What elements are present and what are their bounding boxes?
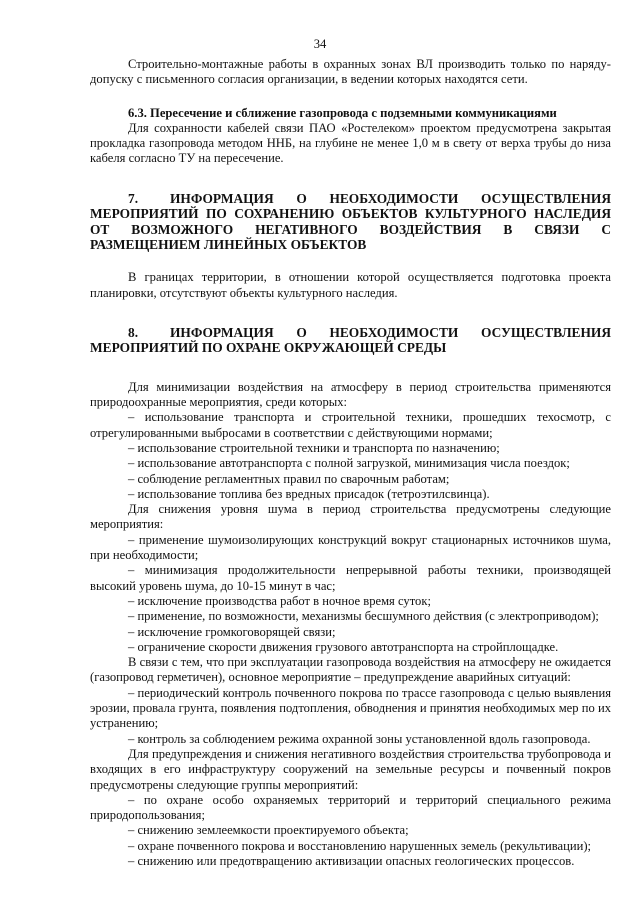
section-8-paragraph: Для снижения уровня шума в период строительства предусмотрены следующие мероприятия: [90,502,611,532]
section-8-paragraph: – минимизация продолжительности непрерывной работы техники, производящей высокий уровень шума, до 10-15 минут в час; [90,563,611,593]
section-8-paragraph: – контроль за соблюдением режима охранной зоны установленной вдоль газопровода. [128,731,591,746]
page-number: 34 [313,37,327,51]
section-7-title: ИНФОРМАЦИЯ О НЕОБХОДИМОСТИ ОСУЩЕСТВЛЕНИЯ МЕРОПРИЯТИЙ ПО СОХРАНЕНИЮ ОБЪЕКТОВ КУЛЬТУРНОГО НАСЛЕДИЯ ОТ ВОЗМОЖНОГО НЕГАТИВНОГО ВОЗДЕЙСТВИЯ В СВЯЗИ С РАЗМЕЩЕНИЕМ ЛИНЕЙНЫХ ОБЪЕКТОВ [90,190,611,252]
section-8-paragraph: Для минимизации воздействия на атмосферу в период строительства применяются природоохранные мероприятия, среди которых: [90,379,611,410]
section-8-paragraph: В связи с тем, что при эксплуатации газопровода воздействия на атмосферу не ожидается (газопровод герметичен), основное мероприятие – предупреждение аварийных ситуаций: [90,655,611,685]
section-7-text: В границах территории, в отношении которой осуществляется подготовка проекта планировки, отсутствуют объекты культурного наследия. [90,270,611,300]
section-8-paragraph: – периодический контроль почвенного покрова по трассе газопровода с целью выявления эрозии, провала грунта, появления подтопления, обводнения и принятия необходимых мер по их устранению; [90,685,611,731]
section-8-paragraph: – использование автотранспорта с полной загрузкой, минимизация числа поездок; [128,456,570,471]
section-7-number: 7. [128,190,139,206]
section-8-paragraph: – снижению землеемкости проектируемого объекта; [128,823,409,838]
section-8-paragraph: – применение, по возможности, механизмы бесшумного действия (с электроприводом); [128,609,599,624]
section-8-title: ИНФОРМАЦИЯ О НЕОБХОДИМОСТИ ОСУЩЕСТВЛЕНИЯ МЕРОПРИЯТИЙ ПО ОХРАНЕ ОКРУЖАЮЩЕЙ СРЕДЫ [90,325,611,356]
section-8-paragraph: – использование транспорта и строительной техники, прошедших техосмотр, с отрегулированными выбросами в соответствии с действующими нормами; [90,410,611,440]
section-8-paragraph: – соблюдение регламентных правил по сварочным работам; [128,471,450,486]
section-8-heading [90,325,611,356]
section-6-3-text: Для сохранности кабелей связи ПАО «Ростелеком» проектом предусмотрена закрытая прокладка газопровода методом ННБ, на глубине не менее 1,0 м в свету от верха трубы до низа кабеля согласно ТУ на пересечение. [90,120,611,166]
section-8-paragraph: – охране почвенного покрова и восстановлению нарушенных земель (рекультивации); [128,838,592,853]
section-8-paragraph: – использование строительной техники и транспорта по назначению; [128,441,500,455]
section-8-paragraph: – ограничение скорости движения грузового автотранспорта на стройплощадке. [128,639,559,654]
section-6-3-title: 6.3. Пересечение и сближение газопровода с подземными коммуникациями [128,105,557,120]
section-8-paragraph: – снижению или предотвращению активизации опасных геологических процессов. [128,854,575,869]
section-8-paragraph: Для предупреждения и снижения негативного воздействия строительства трубопровода и входящих в его инфраструктуру сооружений на земельные ресурсы и почвенный покров предусмотрены следующие группы мероприятий: [90,746,611,792]
section-8-paragraph: – исключение громкоговорящей связи; [128,624,336,639]
section-8-paragraph: – применение шумоизолирующих конструкций вокруг стационарных источников шума, при необходимости; [90,532,611,563]
section-8-paragraph: – использование топлива без вредных присадок (тетроэтилсвинца). [128,486,490,501]
section-7-heading [90,191,611,253]
section-8-paragraph: – по охране особо охраняемых территорий и территорий специального режима природопользования; [90,792,611,823]
section-8-number: 8. [128,325,139,340]
section-8-paragraph: – исключение производства работ в ночное время суток; [128,593,431,608]
paragraph-vl-works: Строительно-монтажные работы в охранных зонах ВЛ производить только по наряду-допуску с письменного согласия организации, в ведении которых находятся сети. [90,57,611,87]
page-content [90,57,611,869]
